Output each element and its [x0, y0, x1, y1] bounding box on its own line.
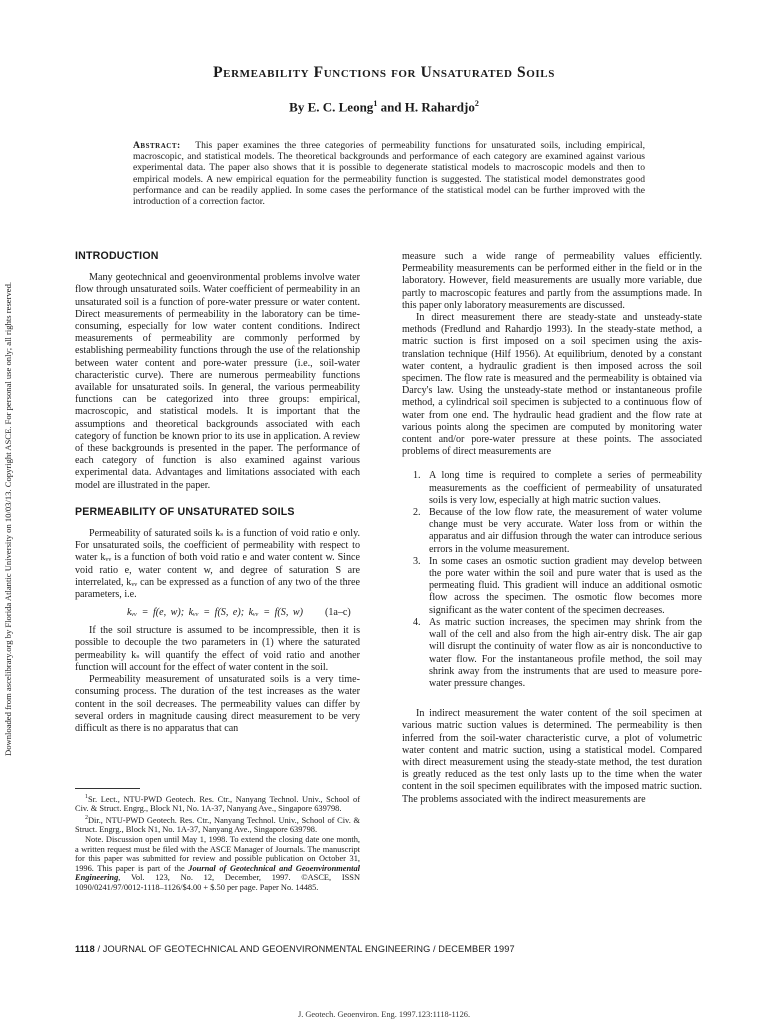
intro-heading: INTRODUCTION: [75, 250, 159, 262]
footnotes: [75, 793, 360, 893]
abstract-text: This paper examines the three categories of permeability functions for unsaturated soils, including empirical, macroscopic, and statistical models. The theoretical backgrounds and performance of each category are examined against various experimental data. The paper also shows that it is possible to degenerate statistical models to macroscopic models and then to empirical models. A new empirical equation for the permeability function is suggested. The statistical model demonstrates good performance and can be readily applied. In some cases the performance of the statistical model can be further improved with the introduction of a correction factor.: [133, 140, 645, 208]
permeability-heading: PERMEABILITY OF UNSATURATED SOILS: [75, 505, 295, 518]
list-item-text: In some cases an osmotic suction gradient may develop between the pore water within the soil and pure water that is used as the permeating fluid. This gradient will induce an additional osmotic flow across the specimen. The osmotic flow becomes more significant as the water content of the specimen decreases.: [429, 555, 702, 616]
equation-number: (1a–c): [324, 607, 351, 619]
page-footer: [75, 944, 515, 954]
note-text-b: , Vol. 123, No. 12, December, 1997. ©ASCE, ISSN 1090/0241/97/0012-1118–1126/$4.00 + $.50 per page. Paper No. 14485.: [75, 873, 360, 892]
paper-title: Permeability Functions for Unsaturated Soils: [213, 64, 555, 81]
list-item: [402, 507, 702, 556]
list-item-number: 3.: [413, 555, 421, 567]
page-number: 1118: [75, 944, 95, 954]
list-item: [402, 470, 702, 507]
author-names-2: and H. Rahardjo: [377, 99, 475, 115]
author1-affil-mark: 1: [373, 99, 378, 108]
equation-1: [127, 607, 360, 619]
footnote-1-mark: 1: [85, 794, 88, 800]
permeability-paragraph-3: Permeability measurement of unsaturated soils is a very time-consuming process. The duration of the test increases as the water content in the soil decreases. The permeability values can differ by several orders in magnitude causing direct measurement to be very difficult as there is no apparatus that can: [75, 674, 360, 734]
note-text-a: Note. Discussion open until May 1, 1998. To extend the closing date one month, a written request must be filed with the ASCE Manager of Journals. The manuscript for this paper was submitted for review and possible publication on October 31, 1996. This paper is part of the: [75, 834, 360, 873]
right-column: [402, 251, 702, 806]
equation-body: kᵥᵥ = f(e, w); kᵥᵥ = f(S, e); kᵥᵥ = f(S, w): [127, 607, 303, 619]
list-item: [402, 556, 702, 617]
left-column: [75, 250, 360, 735]
footnote-1-text: Sr. Lect., NTU-PWD Geotech. Res. Ctr., Nanyang Technol. Univ., School of Civ. & Struct. Engrg., Block N1, No. 1A-37, Nanyang Ave., Singapore 639798.: [75, 794, 360, 814]
list-item-text: Because of the low flow rate, the measurement of water volume change must be very accurate. Water loss from or within the apparatus and air diffusion through the water can introduce serious errors in the volume measurement.: [429, 507, 702, 555]
authors-line: [0, 99, 768, 115]
abstract-label: Abstract:: [133, 140, 181, 151]
abstract: [133, 140, 645, 207]
download-watermark: Downloaded from ascelibrary.org by Florida Atlantic University on 10/03/13. Copyright ASCE. For personal use only; all rights reserved.: [3, 281, 13, 756]
permeability-paragraph-2: If the soil structure is assumed to be incompressible, then it is possible to decouple the two parameters in (1) where the saturated permeability kₛ will quantify the effect of void ratio and another function will account for the effect of water content in the soil.: [75, 625, 360, 673]
list-item-number: 1.: [413, 470, 421, 482]
list-item-text: As matric suction increases, the specimen may shrink from the wall of the cell and also from the high air-entry disk. The air gap will disrupt the continuity of water flow as air is nonconductive to water flow. For the instantaneous profile method, the soil may shrink away from the instruments that are used to measure pore-water pressure changes.: [429, 616, 702, 689]
discussion-note: [75, 835, 360, 893]
footnote-2: [75, 814, 360, 835]
intro-paragraph: Many geotechnical and geoenvironmental problems involve water flow through unsaturated soils. Water coefficient of permeability in an unsaturated soil is a function of pore-water pressure or water content. Direct measurements of permeability in the laboratory can be time-consuming, especially for low water content conditions. Indirect measurements of permeability are commonly performed by establishing permeability functions through the use of the relationship between water content and pore-water pressure (i.e., soil-water characteristic curve). There are numerous permeability functions available for unsaturated soils. In general, the various permeability functions can be categorized into three groups: empirical, macroscopic, and statistical models. It is important that the assumptions and theoretical backgrounds associated with each category of function be known prior to its use in application. A review of these backgrounds is presented in the paper. The performance of each category of function is also examined against various experimental data. Advantages and limitations associated with each model are illustrated in the paper.: [75, 272, 360, 491]
footnote-2-text: Dir., NTU-PWD Geotech. Res. Ctr., Nanyang Technol. Univ., School of Civ. & Struct. Engrg., Block N1, No. 1A-37, Nanyang Ave., Singapore 639798.: [75, 815, 360, 835]
problems-list: [402, 470, 702, 690]
author2-affil-mark: 2: [474, 99, 479, 108]
footnote-rule: [75, 788, 140, 789]
citation-line: J. Geotech. Geoenviron. Eng. 1997.123:1118-1126.: [297, 1010, 471, 1019]
list-item-number: 2.: [413, 507, 421, 519]
continuation-paragraph: measure such a wide range of permeability values efficiently. Permeability measurements can be performed either in the field or in the laboratory. However, field measurements are usually more variable, due partly to macroscopic features and partly from the assumptions made. In this paper only laboratory measurements are discussed.: [402, 251, 702, 311]
direct-measurement-paragraph: In direct measurement there are steady-state and unsteady-state methods (Fredlund and Rahardjo 1993). In the steady-state method, a matric suction is first imposed on a soil specimen using the axis-translation technique (Hilf 1956). At equilibrium, denoted by a constant water content, a hydraulic gradient is then imposed across the soil specimen. The flow rate is measured and the permeability is obtained via Darcy's law. Using the unsteady-state method or instantaneous profile method, a cylindrical soil specimen is subjected to a continuous flow of water from one end. The hydraulic head gradient and the flow rate at various points along the specimen are computed by monitoring water content and/or pore-water pressure at these points. The associated problems of direct measurements are: [402, 312, 702, 458]
permeability-paragraph-1: Permeability of saturated soils kₛ is a function of void ratio e only. For unsaturated soils, the coefficient of permeability with respect to water kᵥᵥ is a function of both void ratio e and water content w. Since void ratio e, water content w, and degree of saturation S are interrelated, kᵥᵥ can be expressed as a function of any two of the three parameters, i.e.: [75, 528, 360, 601]
footnote-1: [75, 793, 360, 814]
list-item-number: 4.: [413, 616, 421, 628]
indirect-measurement-paragraph: In indirect measurement the water content of the soil specimen at various matric suction values is determined. The permeability is then inferred from the soil-water characteristic curve, a plot of volumetric water content and matric suction, using a statistical model. Compared with direct measurement using the steady-state method, the test duration is greatly reduced as the test only lasts up to the time when the water content in the soil specimen equilibrates with the imposed matric suction. The problems associated with the indirect measurements are: [402, 708, 702, 805]
author-names: By E. C. Leong: [289, 99, 374, 115]
footnote-2-mark: 2: [85, 814, 88, 821]
list-item: [402, 617, 702, 690]
note-journal-name: Journal of Geotechnical and Geoenvironmental Engineering: [75, 863, 360, 883]
journal-running-title: / JOURNAL OF GEOTECHNICAL AND GEOENVIRONMENTAL ENGINEERING / DECEMBER 1997: [94, 944, 515, 954]
list-item-text: A long time is required to complete a series of permeability measurements as the coefficient of permeability of unsaturated soils is very low, especially at high matric suction values.: [429, 470, 702, 506]
